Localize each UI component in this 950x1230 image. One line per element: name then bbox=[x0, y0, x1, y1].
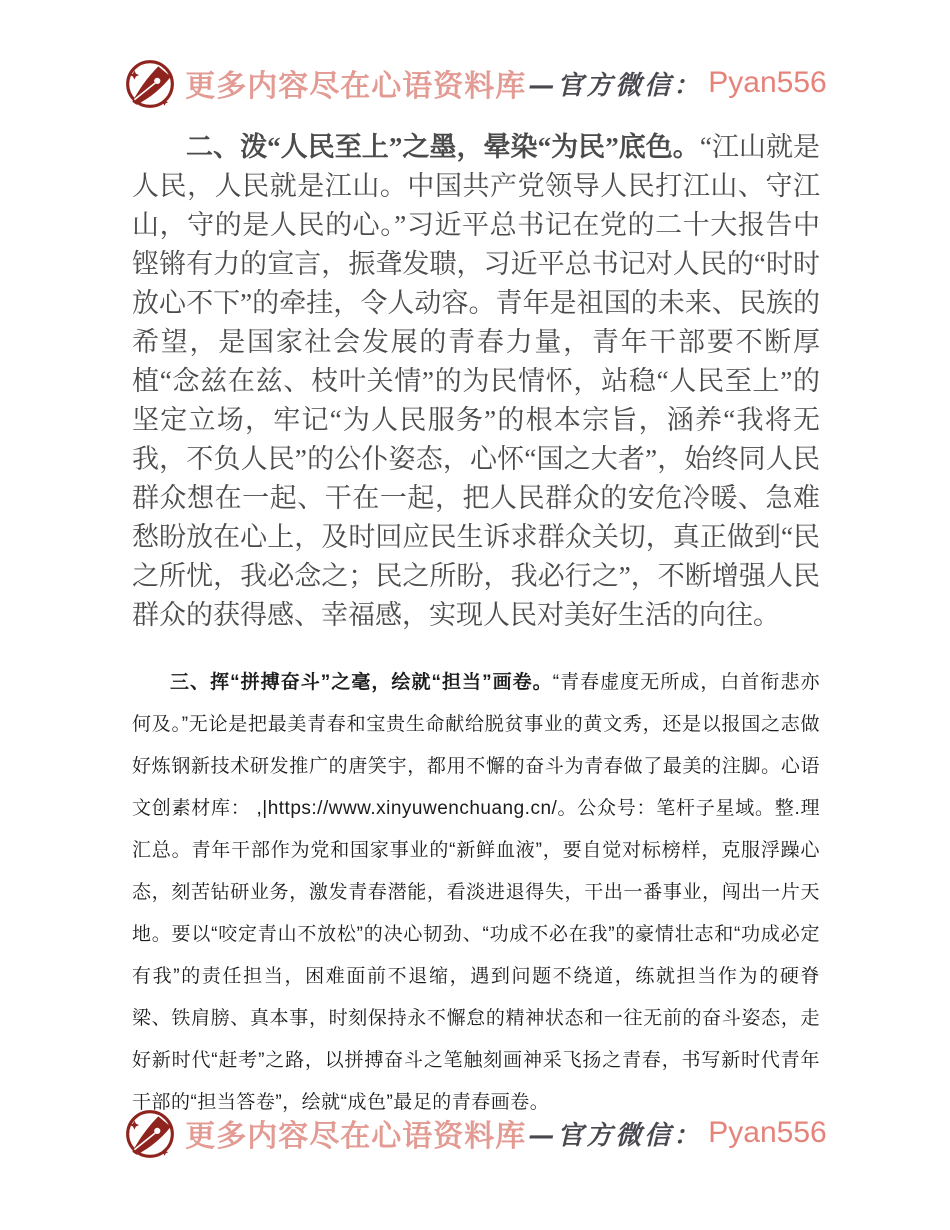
section-3-paragraph bbox=[132, 662, 820, 1124]
brand-text: 更多内容尽在心语资料库 bbox=[185, 70, 527, 103]
wechat-id: Pyan556 bbox=[708, 66, 827, 99]
section-2-body: “江山就是人民，人民就是江山。中国共产党领导人民打江山、守江山，守的是人民的心。”习近平总书记在党的二十大报告中铿锵有力的宣言，振聋发聩，习近平总书记对人民的“时时放心不下”的牵挂，令人动容。青年是祖国的未来、民族的希望，是国家社会发展的青春力量，青年干部要不断厚植“念兹在兹、枝叶关情”的为民情怀，站稳“人民至上”的坚定立场，牢记“为人民服务”的根本宗旨，涵养“我将无我，不负人民”的公仆姿态，心怀“国之大者”，始终同人民群众想在一起、干在一起，把人民群众的安危冷暖、急难愁盼放在心上，及时回应民生诉求群众关切，真正做到“民之所忧，我必念之；民之所盼，我必行之”，不断增强人民群众的获得感、幸福感，实现人民对美好生活的向往。 bbox=[132, 132, 821, 630]
wechat-label: —官方微信： bbox=[528, 1120, 703, 1151]
wechat-label: —官方微信： bbox=[528, 70, 703, 101]
section-2-paragraph bbox=[132, 128, 820, 635]
brand-text: 更多内容尽在心语资料库 bbox=[185, 1120, 527, 1153]
section-3-heading: 三、挥“拼搏奋斗”之毫，绘就“担当”画卷。 bbox=[170, 672, 553, 693]
pen-nib-circle-logo-icon bbox=[123, 1104, 177, 1162]
footer-banner bbox=[0, 1104, 950, 1162]
header-banner bbox=[0, 54, 950, 112]
wechat-id: Pyan556 bbox=[708, 1116, 827, 1149]
document-content bbox=[132, 128, 820, 1124]
pen-nib-circle-logo-icon bbox=[123, 54, 177, 112]
section-2-heading: 二、泼“人民至上”之墨，晕染“为民”底色。 bbox=[186, 132, 700, 162]
section-3-body: “青春虚度无所成，白首衔悲亦何及。”无论是把最美青春和宝贵生命献给脱贫事业的黄文秀，还是以报国之志做好炼钢新技术研发推广的唐笑宇，都用不懈的奋斗为青春做了最美的注脚。心语文创素材库： ,|https://www.xinyuwenchuang.cn/。公众号：笔杆子星域。整.理汇总。青年干部作为党和国家事业的“新鲜血液”，要自觉对标榜样，克服浮躁心态，刻苦钻研业务，激发青春潜能，看淡进退得失，干出一番事业，闯出一片天地。要以“咬定青山不放松”的决心韧劲、“功成不必在我”的豪情壮志和“功成必定有我”的责任担当，困难面前不退缩，遇到问题不绕道，练就担当作为的硬脊梁、铁肩膀、真本事，时刻保持永不懈怠的精神状态和一往无前的奋斗姿态，走好新时代“赶考”之路，以拼搏奋斗之笔触刻画神采飞扬之青春，书写新时代青年干部的“担当答卷”，绘就“成色”最足的青春画卷。 bbox=[132, 672, 820, 1113]
